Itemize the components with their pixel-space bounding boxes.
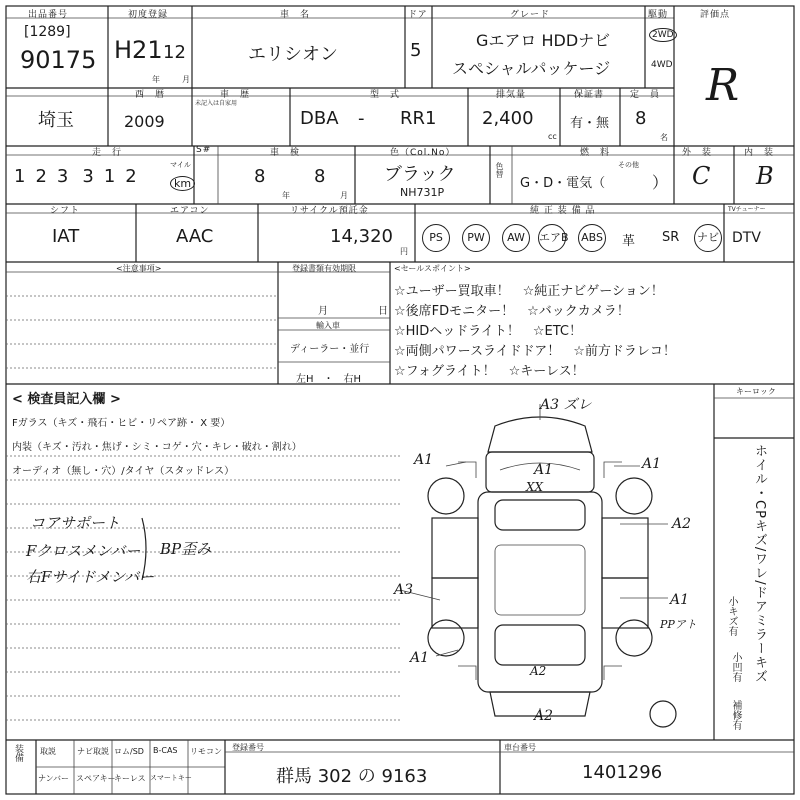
recycle-value: 14,320 <box>330 226 393 247</box>
mark-front-left: A1 <box>414 452 434 468</box>
car-name: エリシオン <box>248 44 338 65</box>
reg-expiry-label: 登録書類有効期限 <box>292 264 356 273</box>
equip-ps: PS <box>422 224 450 252</box>
keylock-label: キーロック <box>736 387 776 396</box>
shift-label: シフト <box>50 206 81 216</box>
chassis-label: 車台番号 <box>504 743 536 752</box>
mark-front-right: A1 <box>642 456 662 472</box>
sales-label: <セールスポイント> <box>394 264 471 273</box>
plate-number: 群馬 302 の 9163 <box>276 766 428 787</box>
door-count: 5 <box>410 40 422 61</box>
hand-bp: BP歪み <box>160 540 212 558</box>
model-label: 型 式 <box>370 90 401 100</box>
equip-navi: ナビ <box>694 224 722 252</box>
caution-label: <注意事項> <box>116 264 162 273</box>
color-label: 色（Col.No） <box>390 148 456 158</box>
equip-sunroof: SR <box>662 230 680 245</box>
mileage-digit: 2 <box>125 166 137 187</box>
recycle-unit: 円 <box>400 247 408 256</box>
mileage-digit: 2 <box>35 166 47 187</box>
side-repaired: 補修有 <box>730 700 741 730</box>
first-reg-month: 12 <box>163 42 186 63</box>
inspector-glass: Fガラス（キズ・飛石・ヒビ・リペア跡・ X 要） <box>12 418 231 429</box>
history-sub: 未記入は自家用 <box>195 100 238 107</box>
mark-left-mid: A3 <box>394 582 414 598</box>
mileage-digit: 1 <box>103 166 116 187</box>
mile-unit: マイル <box>170 161 191 169</box>
footer-col2: スマートキー <box>150 774 192 782</box>
year-value: 2009 <box>124 112 165 131</box>
exterior-label: 外 装 <box>682 148 713 158</box>
lot-number: 90175 <box>20 46 97 74</box>
footer-col2: キーレス <box>114 774 146 783</box>
chassis-number: 1401296 <box>582 762 663 783</box>
region: 埼玉 <box>38 110 74 131</box>
drive-label: 駆動 <box>648 10 669 20</box>
equip-label: 純 正 装 備 品 <box>530 206 596 216</box>
mark-rear-center: A2 <box>530 664 547 678</box>
side-damage-label: ホイル・CPキズ/ワレ/ドアミラーキズ <box>752 444 767 684</box>
hand-note: 右Fサイドメンバー <box>26 568 155 586</box>
mileage-digit: 1 <box>14 166 26 187</box>
disp-label: 排気量 <box>496 90 527 100</box>
ac-label: エアコン <box>170 206 210 216</box>
equip-leather: 革 <box>622 234 636 249</box>
mileage-label: 走 行 <box>92 148 123 158</box>
sales-point: ☆HIDヘッドライト！ ☆ETC！ <box>394 324 583 339</box>
model-code: RR1 <box>400 108 437 129</box>
first-reg-label: 初度登録 <box>128 10 169 20</box>
insp-month-unit: 月 <box>340 191 348 200</box>
side-small-dent: 小凹有 <box>730 652 741 682</box>
fuel-label: 燃 料 <box>580 148 611 158</box>
mark-xx: XX <box>526 480 544 494</box>
warranty-label: 保証書 <box>574 90 605 100</box>
import-value: ディーラー・並行 <box>290 344 370 355</box>
history-label: 車 歴 <box>220 90 251 100</box>
color-value: ブラック <box>384 164 456 185</box>
hand-note: Fクロスメンバー <box>26 542 141 560</box>
sales-point: ☆ユーザー買取車！ ☆純正ナビゲーション！ <box>394 284 664 299</box>
insp-year: 8 <box>254 166 266 187</box>
year-label: 西 暦 <box>135 90 166 100</box>
seats-unit: 名 <box>660 133 668 142</box>
mark-center-top: A1 <box>534 462 554 478</box>
fuel-other: その他 <box>618 161 639 169</box>
sales-point: ☆両側パワースライドドア！ ☆前方ドラレコ！ <box>394 344 676 359</box>
plate-label: 登録番号 <box>232 743 264 752</box>
reg-day-mark: 日 <box>378 306 388 317</box>
model-dash: - <box>358 108 365 129</box>
inspector-title: < 検査員記入欄 > <box>12 392 121 407</box>
shift-value: IAT <box>52 226 80 247</box>
s-label: S# <box>196 145 212 155</box>
equip-aw: AW <box>502 224 530 252</box>
seats-value: 8 <box>635 108 647 129</box>
footer-col: 取説 <box>40 747 56 756</box>
tuner-label: TVチューナー <box>728 206 766 213</box>
grade-line1: Gエアロ HDDナビ <box>476 31 611 50</box>
sales-point: ☆後席FDモニター！ ☆バックカメラ！ <box>394 304 630 319</box>
ac-value: AAC <box>176 226 214 247</box>
equip-abs: ABS <box>578 224 606 252</box>
first-reg-year-mark: 年 <box>152 75 160 84</box>
mark-top: A3 ズレ <box>540 397 592 413</box>
model-prefix: DBA <box>300 108 339 129</box>
insp-month: 8 <box>314 166 326 187</box>
equip-pw: PW <box>462 224 490 252</box>
seats-label: 定 員 <box>630 90 661 100</box>
mark-right-low: A1 <box>670 592 690 608</box>
recycle-label: リサイクル預託金 <box>290 206 369 216</box>
inspector-audio-tire: オーディオ（無し・穴）/タイヤ（スタッドレス） <box>12 466 235 477</box>
side-small-scratch: 小キズ有 <box>726 596 737 636</box>
interior-grade: B <box>756 162 774 190</box>
km-unit: km <box>170 176 195 191</box>
tv-value: DTV <box>732 230 761 246</box>
warranty-value: 有・無 <box>570 116 610 131</box>
footer-col: リモコン <box>190 747 222 756</box>
fuel-value: G・D・電気（ <box>520 176 606 191</box>
door-label: ドア <box>408 10 428 20</box>
mileage-digit: 3 <box>56 166 69 187</box>
hand-note: コアサポート <box>30 514 121 532</box>
import-label: 輸入車 <box>316 321 340 330</box>
insp-year-unit: 年 <box>282 191 290 200</box>
mileage-digits <box>14 166 137 187</box>
inspector-interior: 内装（キズ・汚れ・焦げ・シミ・コゲ・穴・キレ・破れ・割れ） <box>12 442 302 453</box>
color-code: NH731P <box>400 186 445 199</box>
equip-airbag: エアB <box>538 224 566 252</box>
mileage-digit: 3 <box>82 166 94 187</box>
first-reg-era: H21 <box>114 36 163 64</box>
handle-side: 左H ・ 右H <box>296 374 362 385</box>
grade-line2: スペシャルパッケージ <box>452 59 611 78</box>
footer-col2: スペアキー <box>76 774 116 783</box>
color-change-label: 色替 <box>495 162 504 178</box>
exterior-grade: C <box>692 162 711 190</box>
car-name-label: 車 名 <box>280 10 311 20</box>
mark-pp: PPアト <box>660 618 697 631</box>
mark-right-mid: A2 <box>672 516 692 532</box>
displacement: 2,400 <box>482 108 534 129</box>
sales-point: ☆フォグライト！ ☆キーレス！ <box>394 364 585 379</box>
drive-4wd: 4WD <box>651 60 673 70</box>
sales-points <box>394 282 676 382</box>
lot-no-label: 出品番号 <box>28 10 69 20</box>
inspection-label: 車 検 <box>270 148 301 158</box>
footer-equip-label: 装備 <box>13 744 23 762</box>
fuel-close: ） <box>652 173 669 192</box>
lot-code: [1289] <box>24 24 71 40</box>
reg-month-mark: 月 <box>318 306 328 317</box>
grade-label: グレード <box>510 10 551 20</box>
mark-left-low: A1 <box>410 650 430 666</box>
footer-col: ナビ取説 <box>77 747 109 756</box>
interior-label: 内 装 <box>744 148 775 158</box>
footer-col: ロム/SD <box>114 747 144 756</box>
score-value: R <box>706 60 740 111</box>
footer-col2: ナンバー <box>38 774 70 783</box>
drive-2wd: 2WD <box>649 28 677 42</box>
score-label: 評価点 <box>700 10 731 20</box>
first-reg-month-mark: 月 <box>182 75 190 84</box>
displacement-unit: cc <box>548 132 557 141</box>
footer-col: B-CAS <box>153 746 178 755</box>
mark-bottom: A2 <box>534 708 554 724</box>
